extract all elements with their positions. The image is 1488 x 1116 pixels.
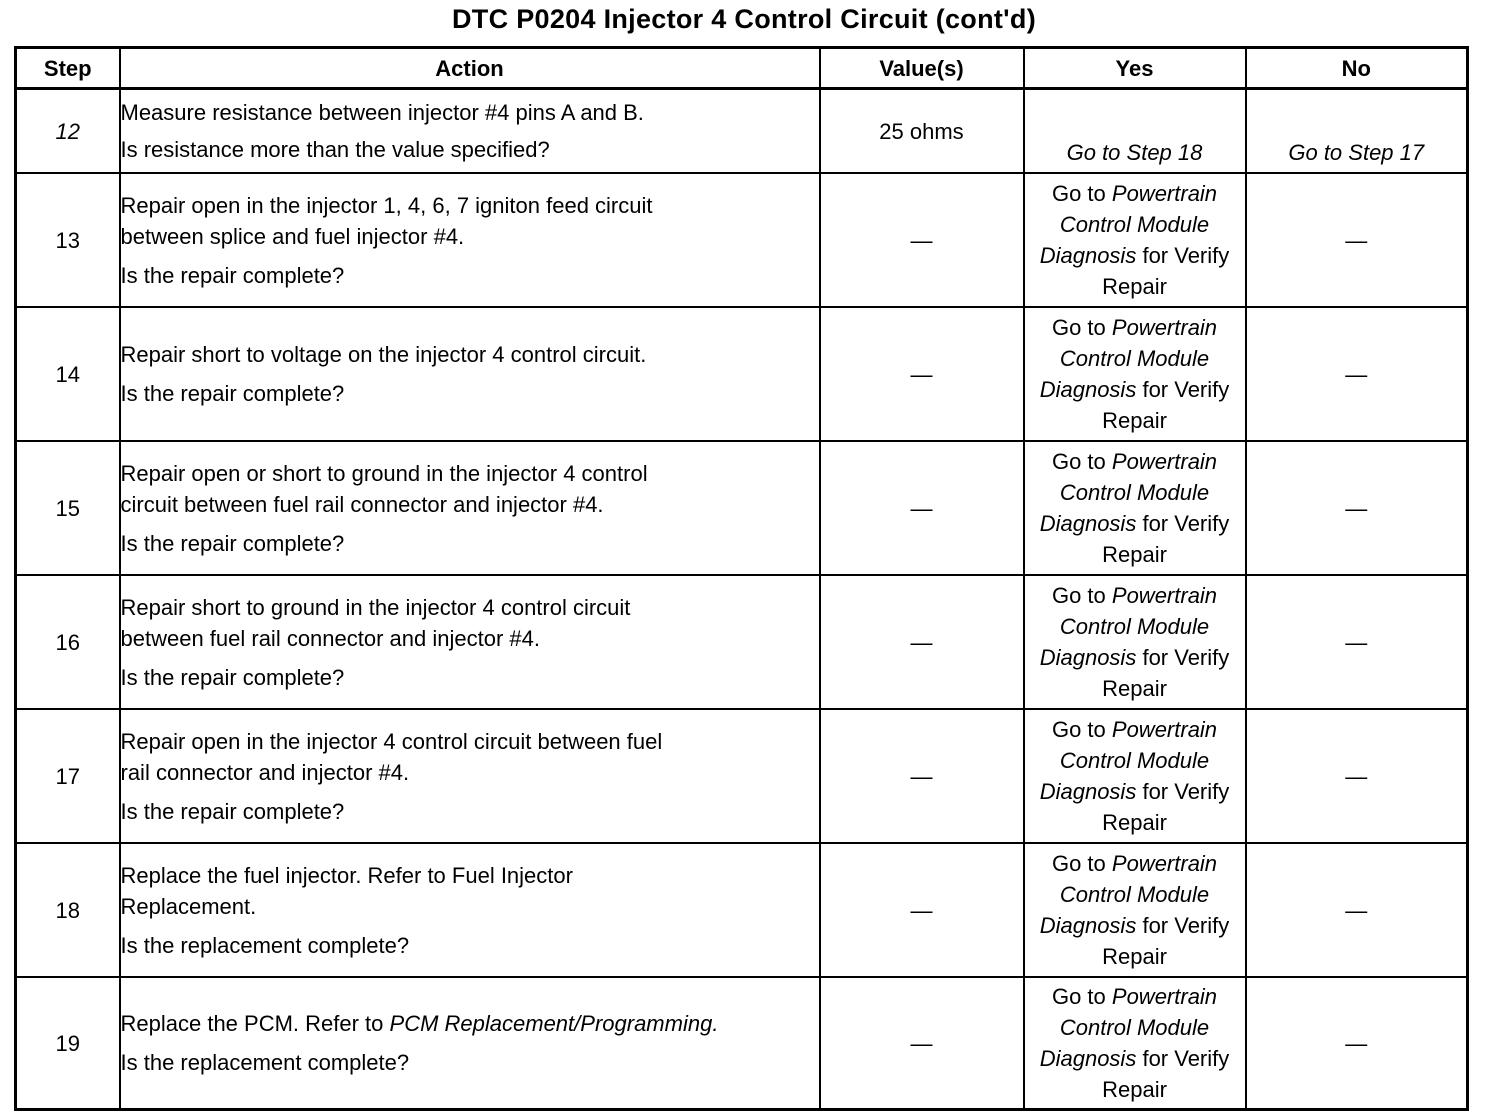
yes-suffix: for Verify Repair (1102, 511, 1230, 567)
yes-suffix: for Verify Repair (1102, 645, 1230, 701)
no-cell: — (1246, 709, 1468, 843)
yes-suffix: for Verify Repair (1102, 243, 1230, 299)
action-text: Repair short to ground in the injector 4 control circuit (120, 594, 631, 620)
step-number: 14 (16, 307, 120, 441)
action-text: Repair open or short to ground in the injector 4 control (120, 460, 648, 486)
step-number: 19 (16, 977, 120, 1110)
yes-cell (1024, 575, 1246, 709)
diagnosis-link[interactable]: Powertrain Control Module Diagnosis (1039, 583, 1218, 670)
action-question: Is the repair complete? (120, 262, 345, 288)
action-question: Is the repair complete? (120, 530, 345, 556)
value-cell: — (820, 173, 1024, 307)
yes-cell (1024, 843, 1246, 977)
action-cell (120, 173, 820, 307)
action-question: Is the replacement complete? (120, 932, 410, 958)
table-row (16, 709, 1468, 843)
pcm-replacement-link[interactable]: PCM Replacement/Programming. (389, 1011, 719, 1036)
yes-prefix: Go to (1051, 717, 1106, 742)
yes-prefix: Go to (1051, 181, 1106, 206)
value-cell: — (820, 307, 1024, 441)
value-cell: — (820, 709, 1024, 843)
no-cell: — (1246, 173, 1468, 307)
action-cell (120, 307, 820, 441)
action-text (121, 1008, 819, 1039)
action-question: Is resistance more than the value specified? (120, 137, 550, 162)
action-text: rail connector and injector #4. (120, 759, 410, 785)
diagnosis-link[interactable]: Powertrain Control Module Diagnosis (1039, 717, 1218, 804)
no-cell: — (1246, 977, 1468, 1110)
diagnosis-link[interactable]: Powertrain Control Module Diagnosis (1039, 984, 1218, 1071)
action-question: Is the repair complete? (120, 664, 345, 690)
page-title: DTC P0204 Injector 4 Control Circuit (cont'd) (452, 4, 1036, 34)
yes-prefix: Go to (1051, 851, 1106, 876)
yes-suffix: for Verify Repair (1102, 913, 1230, 969)
action-text: Measure resistance between injector #4 pins A and B. (120, 100, 644, 125)
action-text: Repair open in the injector 1, 4, 6, 7 igniton feed circuit (120, 192, 653, 218)
value-cell: — (820, 843, 1024, 977)
no-cell: — (1246, 843, 1468, 977)
header-step: Step (16, 48, 120, 89)
action-text: circuit between fuel rail connector and injector #4. (120, 491, 604, 517)
step-number: 18 (16, 843, 120, 977)
action-text: Repair short to voltage on the injector 4 control circuit. (120, 342, 647, 367)
header-no: No (1246, 48, 1468, 89)
yes-cell (1024, 173, 1246, 307)
step-number: 15 (16, 441, 120, 575)
value-cell: — (820, 977, 1024, 1110)
yes-prefix: Go to (1051, 984, 1106, 1009)
yes-cell (1024, 307, 1246, 441)
yes-prefix: Go to (1051, 315, 1106, 340)
header-action: Action (120, 48, 820, 89)
header-row (16, 48, 1468, 89)
diagnosis-link[interactable]: Powertrain Control Module Diagnosis (1039, 315, 1218, 402)
action-cell (120, 89, 820, 174)
diagnosis-link[interactable]: Powertrain Control Module Diagnosis (1039, 449, 1218, 536)
no-cell: — (1246, 575, 1468, 709)
table-row (16, 173, 1468, 307)
yes-prefix: Go to (1051, 583, 1106, 608)
yes-cell (1024, 709, 1246, 843)
action-text: between splice and fuel injector #4. (120, 223, 465, 249)
value-cell: — (820, 441, 1024, 575)
action-prefix: Replace the PCM. Refer to (120, 1011, 384, 1036)
step-number: 13 (16, 173, 120, 307)
action-question: Is the replacement complete? (120, 1050, 410, 1075)
no-cell: — (1246, 307, 1468, 441)
action-cell (120, 977, 820, 1110)
diagnosis-link[interactable]: Powertrain Control Module Diagnosis (1039, 181, 1218, 268)
header-values: Value(s) (820, 48, 1024, 89)
step-number: 16 (16, 575, 120, 709)
table-row (16, 843, 1468, 977)
action-text: Replacement. (120, 893, 257, 919)
no-cell: Go to Step 17 (1246, 89, 1468, 174)
action-cell (120, 441, 820, 575)
yes-suffix: for Verify Repair (1102, 1046, 1230, 1102)
action-question: Is the repair complete? (120, 798, 345, 824)
action-cell (120, 843, 820, 977)
table-row (16, 89, 1468, 174)
diagnosis-link[interactable]: Powertrain Control Module Diagnosis (1039, 851, 1218, 938)
diagnostic-table (14, 46, 1469, 1111)
value-cell: 25 ohms (820, 89, 1024, 174)
action-cell (120, 709, 820, 843)
action-text: Repair open in the injector 4 control circuit between fuel (120, 728, 663, 754)
yes-suffix: for Verify Repair (1102, 779, 1230, 835)
no-cell: — (1246, 441, 1468, 575)
action-text: Replace the fuel injector. Refer to Fuel Injector (120, 862, 573, 888)
table-row (16, 575, 1468, 709)
table-row (16, 977, 1468, 1110)
yes-cell: Go to Step 18 (1024, 89, 1246, 174)
yes-cell (1024, 977, 1246, 1110)
header-yes: Yes (1024, 48, 1246, 89)
action-cell (120, 575, 820, 709)
yes-cell (1024, 441, 1246, 575)
step-number: 17 (16, 709, 120, 843)
yes-suffix: for Verify Repair (1102, 377, 1230, 433)
step-number: 12 (16, 89, 120, 174)
action-question: Is the repair complete? (120, 381, 345, 406)
yes-prefix: Go to (1051, 449, 1106, 474)
table-row (16, 307, 1468, 441)
action-text: between fuel rail connector and injector #4. (120, 625, 540, 651)
table-row (16, 441, 1468, 575)
value-cell: — (820, 575, 1024, 709)
